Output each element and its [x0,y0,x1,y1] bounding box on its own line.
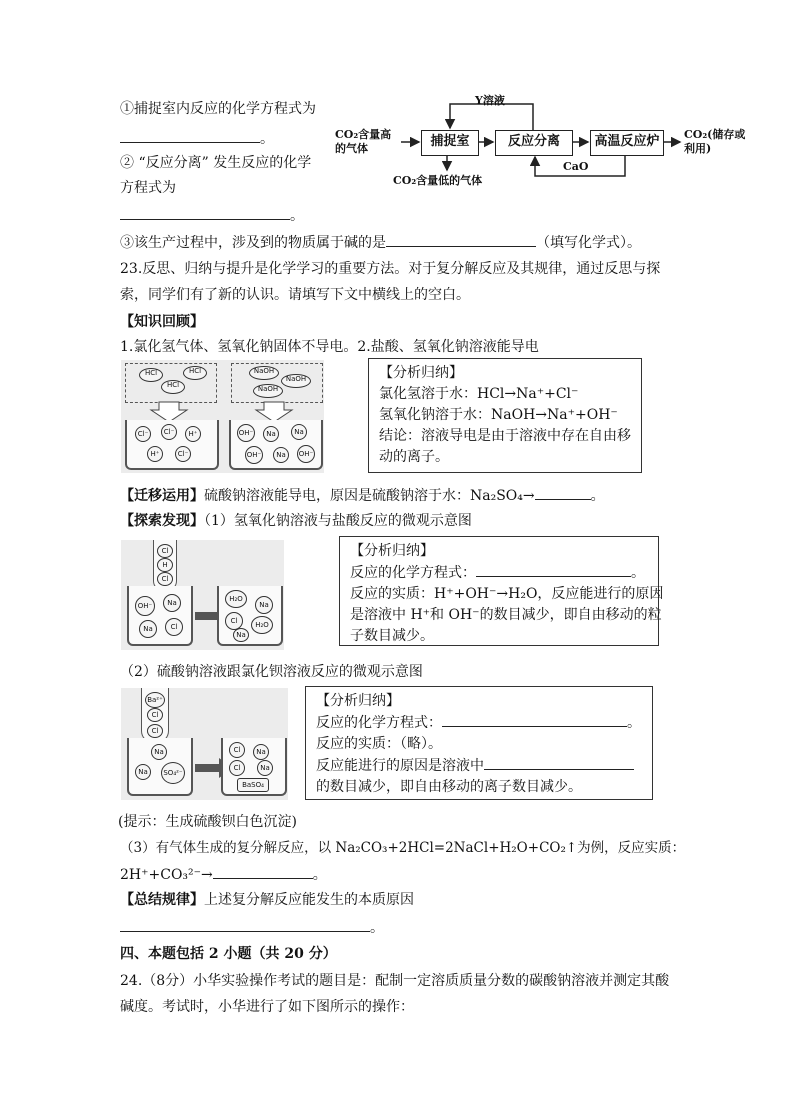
ion-particle: H⁺ [147,446,163,462]
q24-line2: 碱度。考试时，小华进行了如下图所示的操作： [120,999,414,1015]
analysis-box-3 [305,686,653,800]
answer-blank[interactable] [120,205,290,220]
analysis-row: 反应的实质：（略）。 [316,736,442,752]
beaker-baso4 [221,738,287,796]
summary-rule: 【总结规律】上述复分解反应能发生的本质原因 [120,892,414,908]
ion-particle: Cl [165,618,183,636]
ion-particle: Cl [229,742,245,758]
neutralization-diagram [121,540,284,650]
analysis-row: 子数目减少。 [350,628,434,644]
ion-particle: NaOH [249,366,279,380]
analysis-row: 反应的实质：H⁺+OH⁻→H₂O，反应能进行的原因 [350,586,664,602]
answer-blank[interactable] [120,128,260,143]
ion-particle: Cl⁻ [175,446,191,462]
answer-blank[interactable] [120,917,370,932]
q22-item1: ①捕捉室内反应的化学方程式为 [120,101,316,117]
answer-blank[interactable] [386,232,536,247]
ion-particle: Na [273,447,289,463]
q22-item3: ③该生产过程中，涉及到的物质属于碱的是 （填写化学式）。 [120,232,641,253]
answer-blank[interactable] [484,755,634,770]
ion-particle: NaOH [253,384,283,398]
explore-discovery: 【探索发现】（1）氢氧化钠溶液与盐酸反应的微观示意图 [120,513,472,529]
analysis-row: 氯化氢溶于水：HCl→Na⁺+Cl⁻ [379,386,579,402]
ion-particle: Cl [157,544,173,558]
analysis-row: 反应能进行的原因是溶液中 [316,755,642,777]
ion-particle: HCl [139,368,163,382]
dissolution-diagram [121,360,324,473]
ion-particle: Cl [147,724,163,738]
ion-particle: H₂O [225,590,247,608]
ion-particle: Na [151,744,167,760]
flow-output-label: CO₂(储存或利用) [684,128,746,155]
ion-particle: H⁺ [185,426,201,442]
q23-intro-line2: 索，同学们有了新的认识。请填写下文中横线上的空白。 [120,287,470,303]
beaker-na2so4 [127,738,193,796]
ion-particle: Cl [157,572,173,586]
answer-blank[interactable] [442,712,627,727]
ion-particle: Na [233,628,249,642]
dropper [141,688,169,743]
process-flow-diagram [335,90,755,190]
analysis-row: 结论：溶液导电是由于溶液中存在自由移 [379,428,631,444]
analysis-row: 反应的化学方程式： 。 [350,562,648,584]
analysis-row: 是溶液中 H⁺和 OH⁻的数目减少，即自由移动的粒 [350,607,662,623]
dropper [153,540,177,591]
ion-particle: Cl [147,708,163,722]
q22-item2-line2: 方程式为 [120,180,176,196]
ion-particle: Na [135,764,151,780]
ion-particle: OH⁻ [297,445,315,463]
ion-particle: H₂O [251,616,273,634]
flow-capture-room: 捕捉室 [421,130,479,156]
ion-particle: HCl [183,366,207,380]
ion-particle: NaOH [281,374,311,388]
analysis-row: 动的离子。 [379,449,449,465]
part3-equation: 2H⁺+CO₃²⁻→ 。 [120,864,327,885]
q22-item2: ② “反应分离” 发生反应的化学 [120,155,312,171]
ion-particle: Na [291,424,307,440]
analysis-row: 氢氧化钠溶于水：NaOH→Na⁺+OH⁻ [379,407,618,423]
analysis-box-title: 【分析归纳】 [379,365,463,381]
q22-item1-answer: 。 [120,128,274,149]
ion-particle: Cl⁻ [135,426,151,442]
review-text: 1.氯化氢气体、氢氧化钠固体不导电。2.盐酸、氢氧化钠溶液能导电 [120,339,539,355]
beaker-naoh-hcl [127,586,193,646]
answer-blank[interactable] [535,485,591,500]
summary-answer: 。 [120,917,384,938]
beaker-naoh [229,420,323,470]
ion-particle: Na [255,596,273,614]
q24-line1: 24.（8分）小华实验操作考试的题目是：配制一定溶质质量分数的碳酸钠溶液并测定其酸 [120,973,670,989]
ion-particle: OH⁻ [237,424,255,442]
ion-particle: Na [263,426,279,442]
ion-particle: Cl [229,760,245,776]
ion-particle: OH⁻ [245,446,263,464]
ion-particle: HCl [161,380,185,394]
analysis-box-title: 【分析归纳】 [350,543,434,559]
ion-particle: Cl [225,612,243,630]
flow-y-solution-label: Y溶液 [475,94,505,107]
ion-particle: BaSO₄ [237,778,269,792]
q22-item2-answer: 。 [120,205,304,226]
analysis-box-title: 【分析归纳】 [316,693,400,709]
q23-intro-line1: 23.反思、归纳与提升是化学学习的重要方法。对于复分解反应及其规律，通过反思与探 [120,261,661,277]
answer-blank[interactable] [476,562,631,577]
analysis-box-1 [368,358,642,473]
analysis-box-2 [339,536,664,646]
ion-particle: OH⁻ [135,596,155,616]
section4-title: 四、本题包括 2 小题（共 20 分） [120,946,337,962]
transfer-application: 【迁移运用】硫酸钠溶液能导电，原因是硫酸钠溶于水：Na₂SO₄→ 。 [120,485,605,506]
answer-blank[interactable] [213,864,313,879]
part3-text: （3）有气体生成的复分解反应，以 Na₂CO₃+2HCl=2NaCl+H₂O+CO₂↑为例，反应实质： [120,840,686,856]
beaker-product [217,586,283,646]
ion-particle: Na [139,620,157,638]
ion-particle: Na [257,760,273,776]
flow-separation: 反应分离 [495,130,573,156]
flow-cao-label: CaO [563,160,589,173]
beaker-hcl [125,420,219,470]
ion-particle: Na [253,744,269,760]
analysis-row: 的数目减少，即自由移动的离子数目减少。 [316,779,582,795]
part2-text: （2）硫酸钠溶液跟氯化钡溶液反应的微观示意图 [120,664,423,680]
hint-text: (提示：生成硫酸钡白色沉淀) [118,814,297,830]
flow-furnace: 高温反应炉 [590,130,664,156]
ion-particle: Ba²⁺ [145,692,165,708]
ion-particle: SO₄²⁻ [161,762,185,784]
review-title: 【知识回顾】 [120,314,204,330]
ion-particle: H [157,558,173,572]
ion-particle: Na [163,594,181,612]
flow-low-gas-label: CO₂含量低的气体 [393,174,483,187]
ion-particle: Cl⁻ [161,424,177,440]
flow-input-label: CO₂含量高的气体 [335,128,392,155]
analysis-row: 反应的化学方程式： 。 [316,712,642,734]
precipitation-diagram [121,688,288,800]
